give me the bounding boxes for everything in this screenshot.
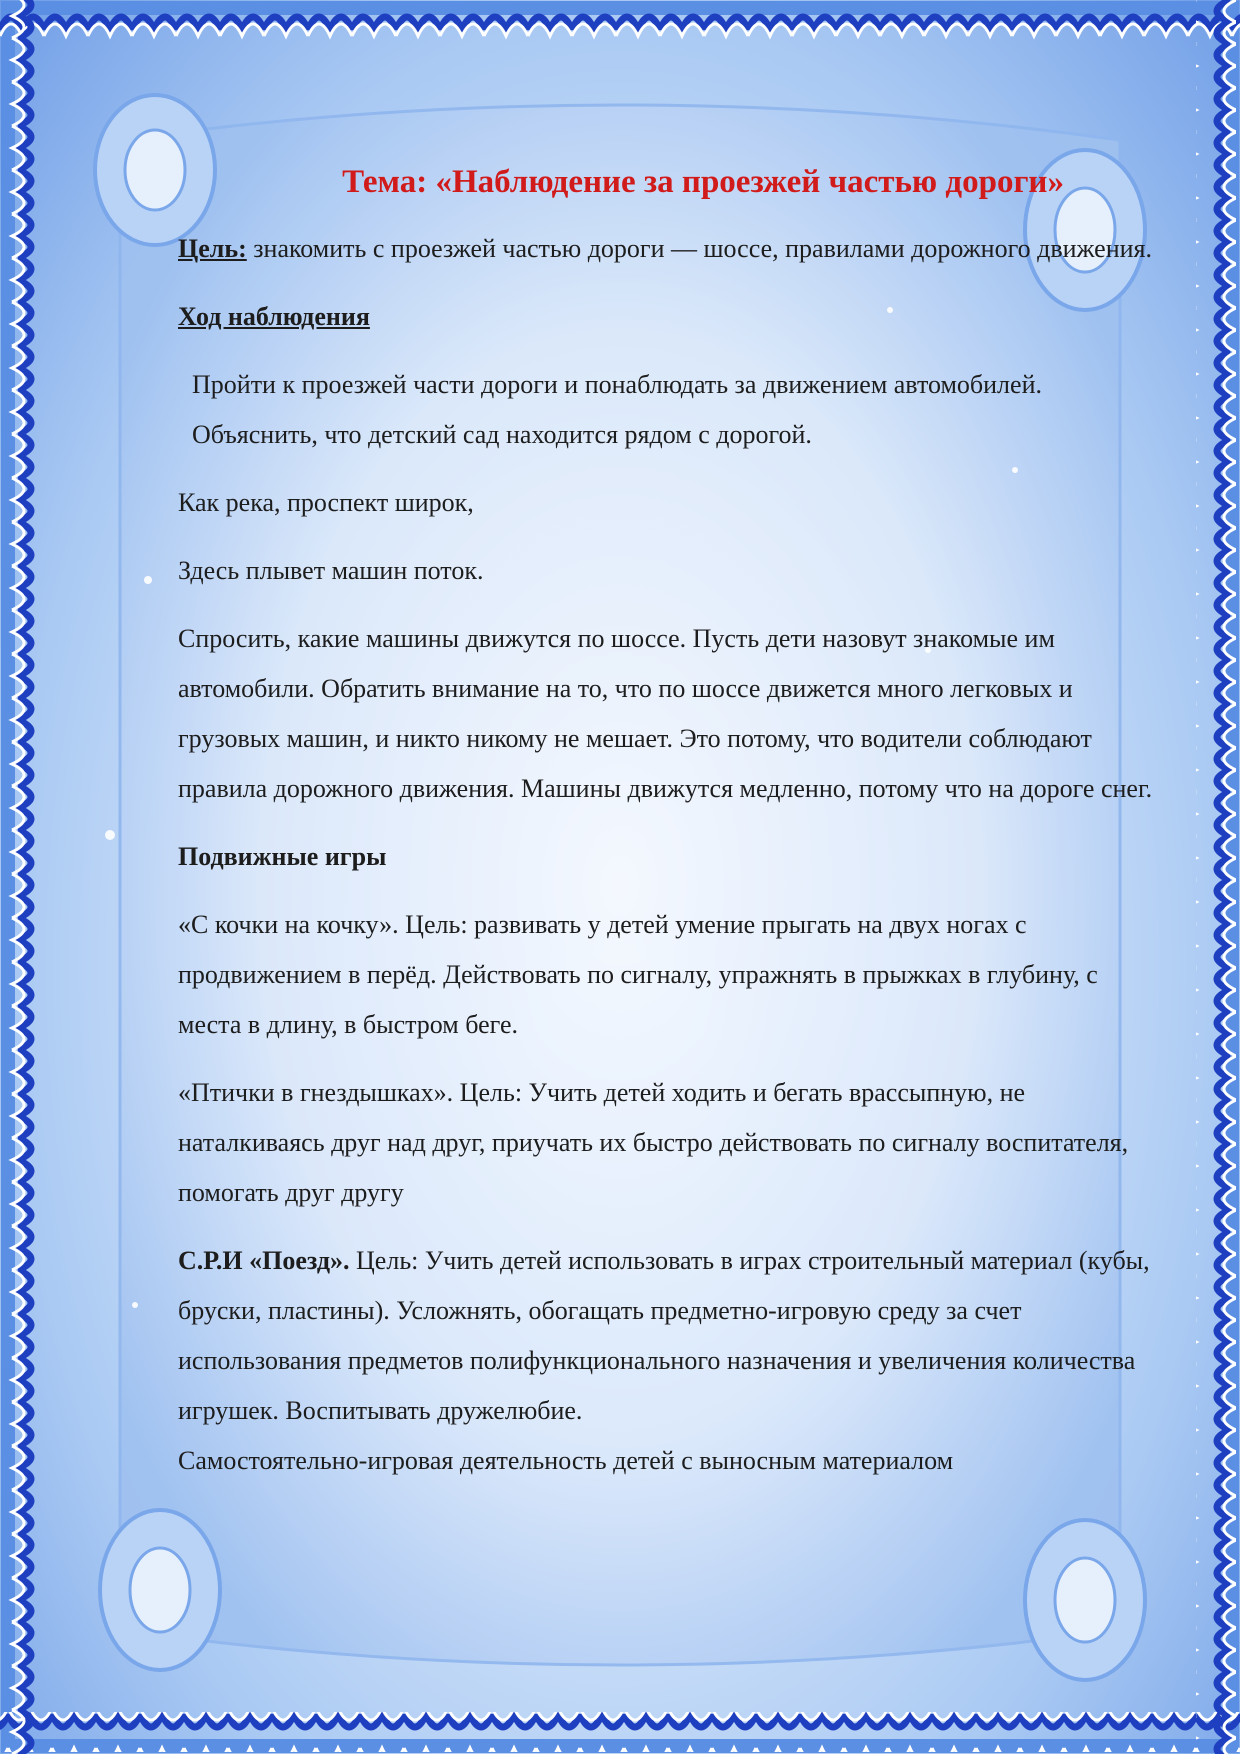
document-body bbox=[178, 150, 1158, 1504]
role-play-label: С.Р.И «Поезд». bbox=[178, 1246, 350, 1275]
observation-paragraph-2: Спросить, какие машины движутся по шоссе. Пусть дети назовут знакомые им автомобили. Обратить внимание на то, что по шоссе движется много легковых и грузовых машин, и никто никому не мешает. Это потому, что водители соблюдают правила дорожного движения. Машины движутся медленно, потому что на дороге снег. bbox=[178, 624, 1153, 803]
role-play-text: Цель: Учить детей использовать в играх строительный материал (кубы, бруски, пластины). Усложнять, обогащать предметно-игровую среду за счет использования предметов полифункционального назначения и увеличения количества игрушек. Воспитывать дружелюбие. bbox=[178, 1246, 1150, 1425]
goal-paragraph bbox=[178, 224, 1158, 274]
observation-paragraph: Пройти к проезжей части дороги и понаблюдать за движением автомобилей. Объяснить, что детский сад находится рядом с дорогой. bbox=[192, 370, 1042, 449]
role-play-paragraph bbox=[178, 1236, 1158, 1436]
games-heading: Подвижные игры bbox=[178, 842, 387, 871]
poem-line-1: Как река, проспект широк, bbox=[178, 488, 474, 517]
role-play-last-line: Самостоятельно-игровая деятельность детей с выносным материалом bbox=[178, 1446, 954, 1475]
game-2-paragraph: «Птички в гнездышках». Цель: Учить детей ходить и бегать врассыпную, не наталкиваясь друг над друг, приучать их быстро действовать по сигналу воспитателя, помогать друг другу bbox=[178, 1078, 1129, 1207]
poem-line-2: Здесь плывет машин поток. bbox=[178, 556, 484, 585]
goal-text: знакомить с проезжей частью дороги — шоссе, правилами дорожного движения. bbox=[246, 234, 1152, 263]
game-1-paragraph: «С кочки на кочку». Цель: развивать у детей умение прыгать на двух ногах с продвижением в перёд. Действовать по сигналу, упражнять в прыжках в глубину, с места в длину, в быстром беге. bbox=[178, 910, 1098, 1039]
observation-heading: Ход наблюдения bbox=[178, 302, 370, 331]
page-title: Тема: «Наблюдение за проезжей частью дороги» bbox=[342, 164, 1064, 200]
goal-label: Цель: bbox=[178, 234, 247, 263]
